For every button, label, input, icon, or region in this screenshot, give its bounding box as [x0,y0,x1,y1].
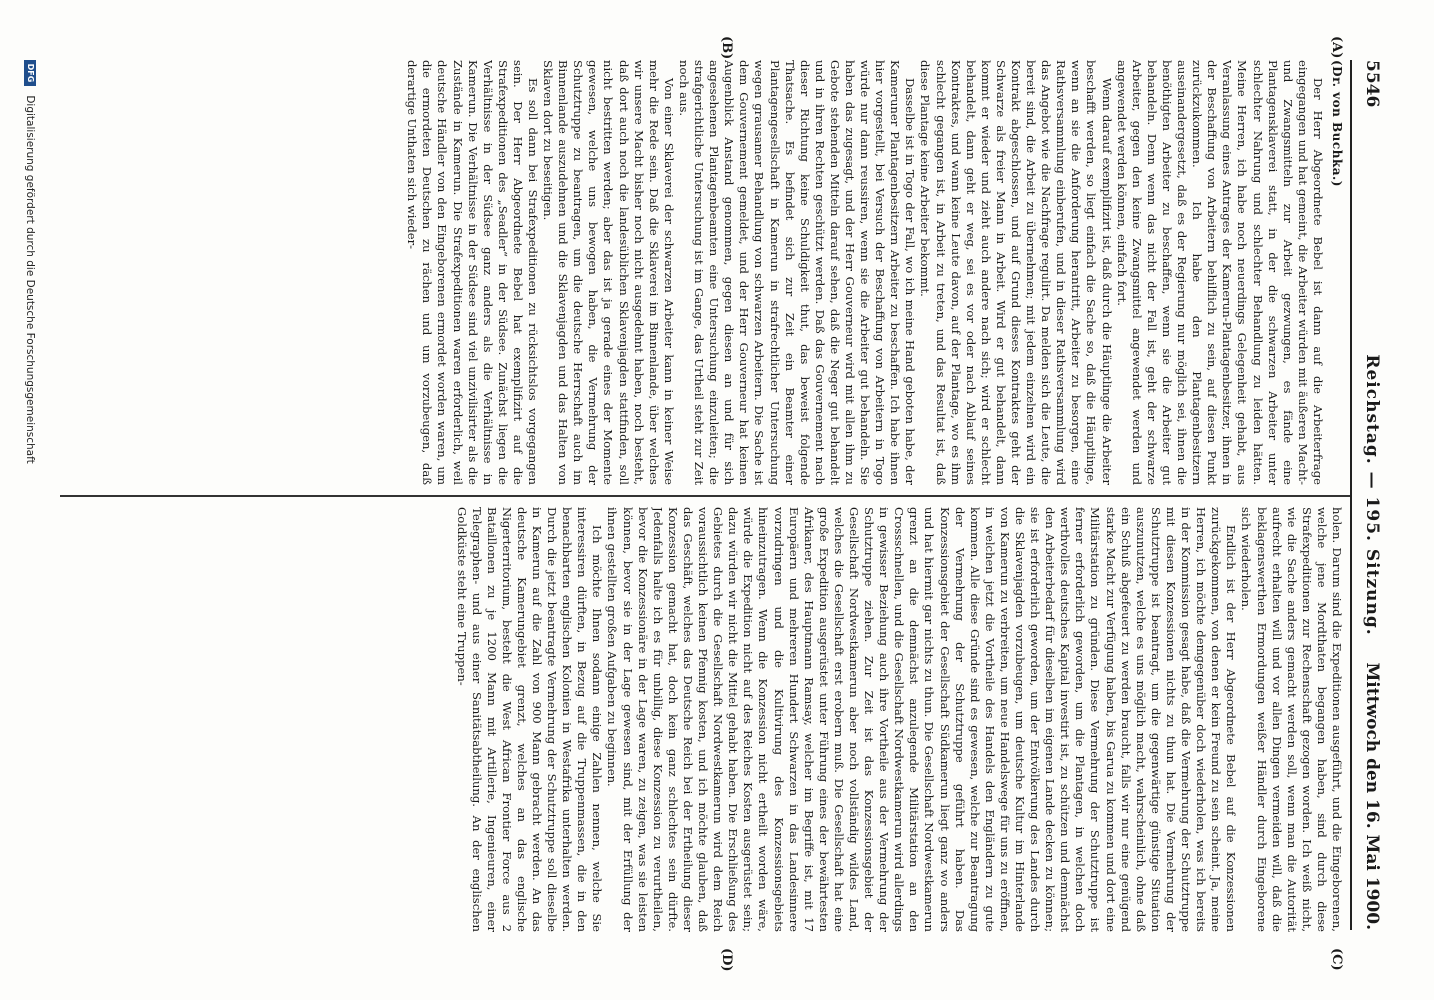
right-column [60,507,1344,932]
margin-marker-d: (D) [719,948,734,972]
paragraph: Ich möchte Ihnen sodann einige Zahlen nennen, welche Sie interessiren dürften, in Bezug auf die Truppenmassen, die in den benachbarten englischen Kolonien in Westafrika unterhalten werden. Durch die jetzt beantragte Vermehrung der Schutztruppe soll dieselbe in Kamerun auf die Zahl von 900 Mann gebracht werden. An das deutsche Kamerungebiet grenzt, welches an das englische Nigerterritorium, besteht die West African Frontier Force aus 2 Bataillonen zu je 1200 Mann mit Artillerie, Ingenieuren, einer Telegraphen- und aus einer Sanitätsabtheilung. An der englischen Goldküste steht eine Truppen- [454,507,605,932]
margin-marker-a: (A) [1329,36,1344,59]
speaker-prefix: (Dr. von Buchka.) [1330,60,1344,187]
margin-marker-b: (B) [719,36,734,60]
session-date: Mittwoch den 16. Mai 1900. [1362,662,1382,930]
paragraph: Endlich ist der Herr Abgeordnete Bebel auf die Konzessionen zurückgekommen, von denen er kein Freund zu sein scheint. Ja, meine Herren, ich möchte demgegenüber doch wiederholen, was ich bereits in der Kommission gesagt habe, daß die Vermehrung der Schutztruppe mit diesen Konzessionen nichts zu thun hat. Die Vermehrung der Schutztruppe ist beantragt, um die gegenwärtige günstige Situation auszunutzen, welche es uns möglich macht, wahrscheinlich, ohne daß ein Schuß abgefeuert zu werden braucht, falls wir nur eine genügend starke Macht zur Verfügung haben, bis Garua zu kommen und dort eine Militärstation zu gründen. Diese Vermehrung der Schutztruppe ist ferner erforderlich geworden, um die Plantagen, in welchen doch werthvolles deutsches Kapital investirt ist, zu schützen und demnächst den Arbeiterbedarf für dieselben im eigenen Lande decken zu können; sie ist erforderlich geworden, um der Entvölkerung des Landes durch die Sklavenjagden vorzubeugen, um deutsche Kultur im Hinterlande von Kamerun zu verbreiten, um neue Handelswege für uns zu eröffnen, in welchen jetzt die Vortheile des Handels den Engländern zu gute kommen. Alle diese Gründe sind es gewesen, welche zur Beantragung der Vermehrung der Schutztruppe geführt haben. Das Konzessionsgebiet der Gesellschaft Südkamerun liegt ganz wo anders und hat hiermit gar nichts zu thun. Die Gesellschaft Nordwestkamerun grenzt an die demnächst anzulegende Militärstation an den Crossschnellen, und die Gesellschaft Nordwestkamerun wird allerdings in gewisser Beziehung auch ihre Vortheile aus der Vermehrung der Schutztruppe ziehen. Zur Zeit ist das Konzessionsgebiet der Gesellschaft Nordwestkamerun aber noch vollständig wildes Land, welches die Gesellschaft erst erobern muß. Die Gesellschaft hat eine große Expedition ausgerüstet unter Führung eines der bewährtesten Afrikaner, des Hauptmann Ramsay, welcher im Begriffe ist, mit 17 Europäern und mehreren Hundert Schwarzen in das Landesinnere vorzudringen und die Kultivirung des Konzessionsgebiets hineinzutragen. Wenn die Konzession nicht ertheilt worden wäre, würde die Expedition nicht auf des Reiches Kosten ausgerüstet sein; dazu würden wir nicht die Mittel gehabt haben. Die Erschließung des Gebietes durch die Gesellschaft Nordwestkamerun wird dem Reich voraussichtlich keinen Pfennig kosten, und ich möchte glauben, daß das Geschäft, welches das Deutsche Reich bei der Ertheilung dieser Konzession gemacht hat, doch kein ganz schlechtes sein dürfte. Jedenfalls halte ich es für unbillig, diese Konzession zu verurtheilen, bevor die Konzessionäre in der Lage waren, zu zeigen, was sie leisten können, bevor sie in der Lage gewesen sind, mit der Erfüllung der ihnen gestellten großen Aufgaben zu beginnen. [605,507,1239,932]
footer-credit [14,60,36,940]
paragraph: holen. Darum sind die Expeditionen ausgeführt, und die Eingeborenen, welche jene Mordthaten begangen haben, sind durch diese Strafexpeditionen zur Rechenschaft gezogen worden. Ich weiß nicht, wie die Sache anders gemacht werden soll, wenn man die Autorität aufrecht erhalten will und vor allen Dingen vermeiden will, daß die beklagenswerthen Ermordungen weißer Händler durch Eingeborene sich wiederholen. [1239,507,1344,932]
paragraph: Wenn darauf exemplifizirt ist, daß durch die Häuptlinge die Arbeiter beschafft werden, so liegt einfach die Sache so, daß die Häuptlinge, wenn an sie die Anforderung herantritt, Arbeiter zu besorgen, eine Rathsversammlung einberufen, und in dieser Rathsversammlung wird das Angebot wie die Nachfrage regulirt. Da melden sich die Leute, die bereit sind, die Arbeit zu übernehmen; mit jedem einzelnen wird ein Kontrakt abgeschlossen, und auf Grund dieses Kontraktes geht der Schwarze als freier Mann in Arbeit. Wird er gut behandelt, dann kommt er wieder und zieht auch andere nach sich; wird er schlecht behandelt, dann geht er weg, sei es vor oder nach Ablauf seines Kontraktes, und wann keine Leute davon, auf der Plantage, wo es ihm schlecht gegangen ist, in Arbeit zu treten, und das Resultat ist, daß diese Plantage keine Arbeiter bekommt. [918,60,1114,485]
dfg-logo-icon: DFG [24,60,36,86]
paragraph: Es soll dann bei Strafexpeditionen zu rücksichtslos vorgegangen sein. Der Herr Abgeordnete Bebel hat exemplifizirt auf die Strafexpeditionen des „Seadler“ in der Südsee. Zunächst liegen die Verhältnisse in der Südsee ganz anders als die Verhältnisse in Kamerun. Die Verhältnisse in der Südsee sind viel unzivilisirter als die Zustände in Kamerun. Die Strafexpeditionen waren erforderlich, weil deutsche Händler von den Eingeborenen ermordet worden waren, um die ermordeten Deutschen zu rächen und um vorzubeugen, daß derartige Unthaten sich wieder- [405,60,541,485]
page-header [1356,60,1386,930]
paragraph: Der Herr Abgeordnete Bebel ist dann auf die Arbeiterfrage eingegangen und hat gemeint, die Arbeiter würden mit äußeren Macht- und Zwangsmitteln zur Arbeit gezwungen, es fände eine Plantagensklaverei statt, in der die schwarzen Arbeiter unter schlechter Nahrung und schlechter Behandlung zu leiden hätten. Meine Herren, ich habe noch neuerdings Gelegenheit gehabt, aus Veranlassung eines Antrages der Kamerun-Plantagenbesitzer, ihnen in der Beschaffung von Arbeitern behilflich zu sein, auf diesen Punkt zurückzukommen. Ich habe den Plantagenbesitzern auseinandergesetzt, daß es der Regierung nur möglich sei, ihnen die benöthigten Arbeiter zu beschaffen, wenn sie die Arbeiter gut behandeln. Denn wenn das nicht der Fall ist, geht der schwarze Arbeiter, gegen den keine Zwangsmittel angewendet werden und angewendet werden können, einfach fort. [1114,60,1325,485]
margin-marker-c: (C) [1329,948,1344,971]
footer-text: Digitalisierung gefördert durch die Deutsche Forschungsgemeinschaft [24,95,36,464]
paragraph: Von einer Sklaverei der schwarzen Arbeiter kann in keiner Weise mehr die Rede sein. Daß die Sklaverei im Binnenlande, über welches wir unsere Macht bisher noch nicht ausgedehnt haben, noch besteht, daß dort auch noch die landesüblichen Sklavenjagden stattfinden, soll nicht bestritten werden; aber das ist ja gerade eines der Momente gewesen, welche uns bewogen haben, die Vermehrung der Schutztruppe zu beantragen, um die deutsche Herrschaft auch im Binnenlande auszudehnen und die Sklavenjagden und das Halten von Sklaven dort zu beseitigen. [541,60,676,485]
column-divider [60,495,1350,497]
left-column [60,60,1344,485]
page-title: Reichstag. — 195. Sitzung. [1362,354,1382,636]
paragraph: Dasselbe ist in Togo der Fall, wo ich meine Hand geboten habe, der Kameruner Plantagenbesitzern Arbeiter zu beschaffen. Ich habe ihnen hier vorgestellt, bei Versuch der Beschaffung von Arbeitern in Togo würde nur dann reussiren, wenn sie die Arbeiter gut behandeln. Sie haben das zugesagt, und der Herr Gouverneur wird mit allen ihm zu Gebote stehenden Mitteln darauf sehen, daß die Neger gut behandelt und in ihren Rechten geschützt werden. Daß das Gouvernement nach dieser Richtung keine Schuldigkeit thut, das beweist folgende Thatsache. Es befindet sich zur Zeit ein Beamter einer Plantagengesellschaft in Kamerun in strafrechtlicher Untersuchung wegen grausamer Behandlung von schwarzen Arbeitern. Die Sache ist dem Gouvernement gemeldet, und der Herr Gouverneur hat keinen Augenblick Anstand genommen, gegen diesen an und für sich angesehenen Plantagenbeamten eine Untersuchung einzuleiten; die strafgerichtliche Untersuchung ist im Gange, das Urtheil steht zur Zeit noch aus. [676,60,918,485]
header-rule [1350,60,1352,930]
page-number: 5546 [1362,60,1382,108]
